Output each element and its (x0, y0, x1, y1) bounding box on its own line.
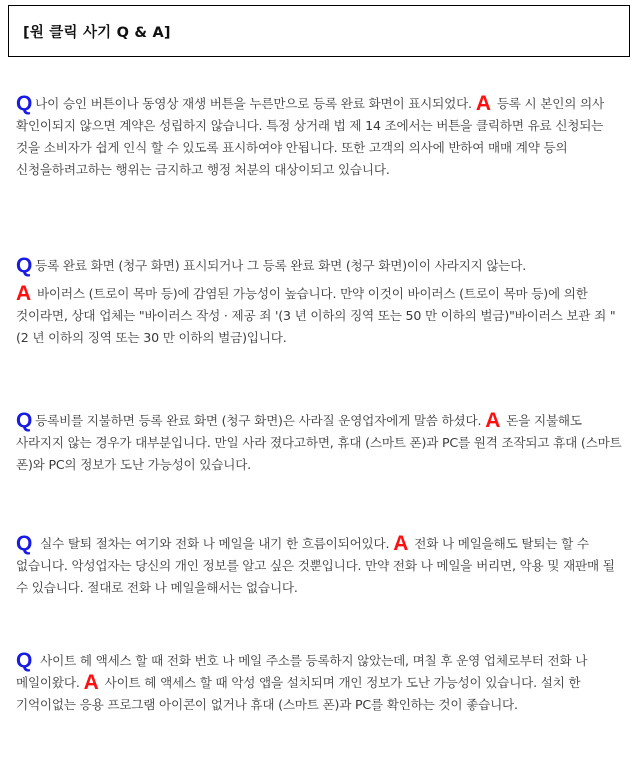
qa-item-1 (16, 93, 622, 181)
question-marker: Q (16, 649, 33, 672)
question-text: 실수 탈퇴 절차는 여기와 전화 나 메일을 내기 한 흐름이되어있다. (40, 536, 390, 551)
answer-marker: A (393, 532, 409, 555)
question-marker: Q (16, 254, 33, 277)
question-marker: Q (16, 409, 33, 432)
qa-item-4 (16, 533, 622, 599)
answer-text: 바이러스 (트로이 목마 등)에 감염된 가능성이 높습니다. 만약 이것이 바이러스 (트로이 목마 등)에 의한 것이라면, 상대 업체는 "바이러스 작성 · 제공 죄 '(3 년 이하의 징역 또는 50 만 이하의 벌금)"바이러스 보관 죄 "(2 년 이하의 징역 또는 30 만 이하의 벌금)입니다. (16, 286, 616, 345)
answer-marker: A (485, 409, 501, 432)
answer-text: 전화 나 메일을해도 탈퇴는 할 수 없습니다. 악성업자는 당신의 개인 정보를 알고 싶은 것뿐입니다. 만약 전화 나 메일을 버리면, 악용 및 재판매 될 수 있습니다. 절대로 전화 나 메일을해서는 없습니다. (16, 536, 615, 595)
answer-text: 사이트 헤 액세스 할 때 악성 앱을 설치되며 개인 정보가 도난 가능성이 있습니다. 설치 한 기억이없는 응용 프로그램 아이콘이 없거나 휴대 (스마트 폰)과 PC를 확인하는 것이 좋습니다. (16, 675, 581, 712)
qa-item-5 (16, 650, 622, 716)
question-text: 사이트 헤 액세스 할 때 전화 번호 나 메일 주소를 등록하지 않았는데, 며칠 후 운영 업체로부터 전화 나 메일이왔다. (16, 653, 588, 690)
page-title: [원 클릭 사기 Q & A] (23, 24, 171, 41)
answer-marker: A (475, 92, 491, 115)
question-text: 등록 완료 화면 (청구 화면) 표시되거나 그 등록 완료 화면 (청구 화면)이이 사라지지 않는다. (35, 258, 527, 273)
answer-marker: A (16, 282, 31, 305)
qa-item-3 (16, 410, 622, 476)
question-text: 나이 승인 버튼이나 동영상 재생 버튼을 누른만으로 등록 완료 화면이 표시되었다. (35, 96, 472, 111)
question-line (16, 255, 622, 277)
qa-item-2 (16, 255, 622, 349)
question-text: 등록비를 지불하면 등록 완료 화면 (청구 화면)은 사라질 운영업자에게 말씀 하셨다. (35, 413, 482, 428)
answer-text: 돈을 지불해도 사라지지 않는 경우가 대부분입니다. 만일 사라 졌다고하면, 휴대 (스마트 폰)과 PC를 원격 조작되고 휴대 (스마트 폰)와 PC의 정보가 도난 가능성이 있습니다. (16, 413, 622, 472)
question-marker: Q (16, 92, 33, 115)
answer-marker: A (83, 671, 99, 694)
answer-line (16, 283, 622, 349)
title-box (8, 5, 630, 57)
question-marker: Q (16, 532, 33, 555)
answer-text: 등록 시 본인의 의사 확인이되지 않으면 계약은 성립하지 않습니다. 특정 상거래 법 제 14 조에서는 버튼을 클릭하면 유료 신청되는 것을 소비자가 쉽게 인식 할 수 있도록 표시하여야 안됩니다. 또한 고객의 의사에 반하여 매매 계약 등의 신청을하려고하는 행위는 금지하고 행정 처분의 대상이되고 있습니다. (16, 96, 604, 177)
